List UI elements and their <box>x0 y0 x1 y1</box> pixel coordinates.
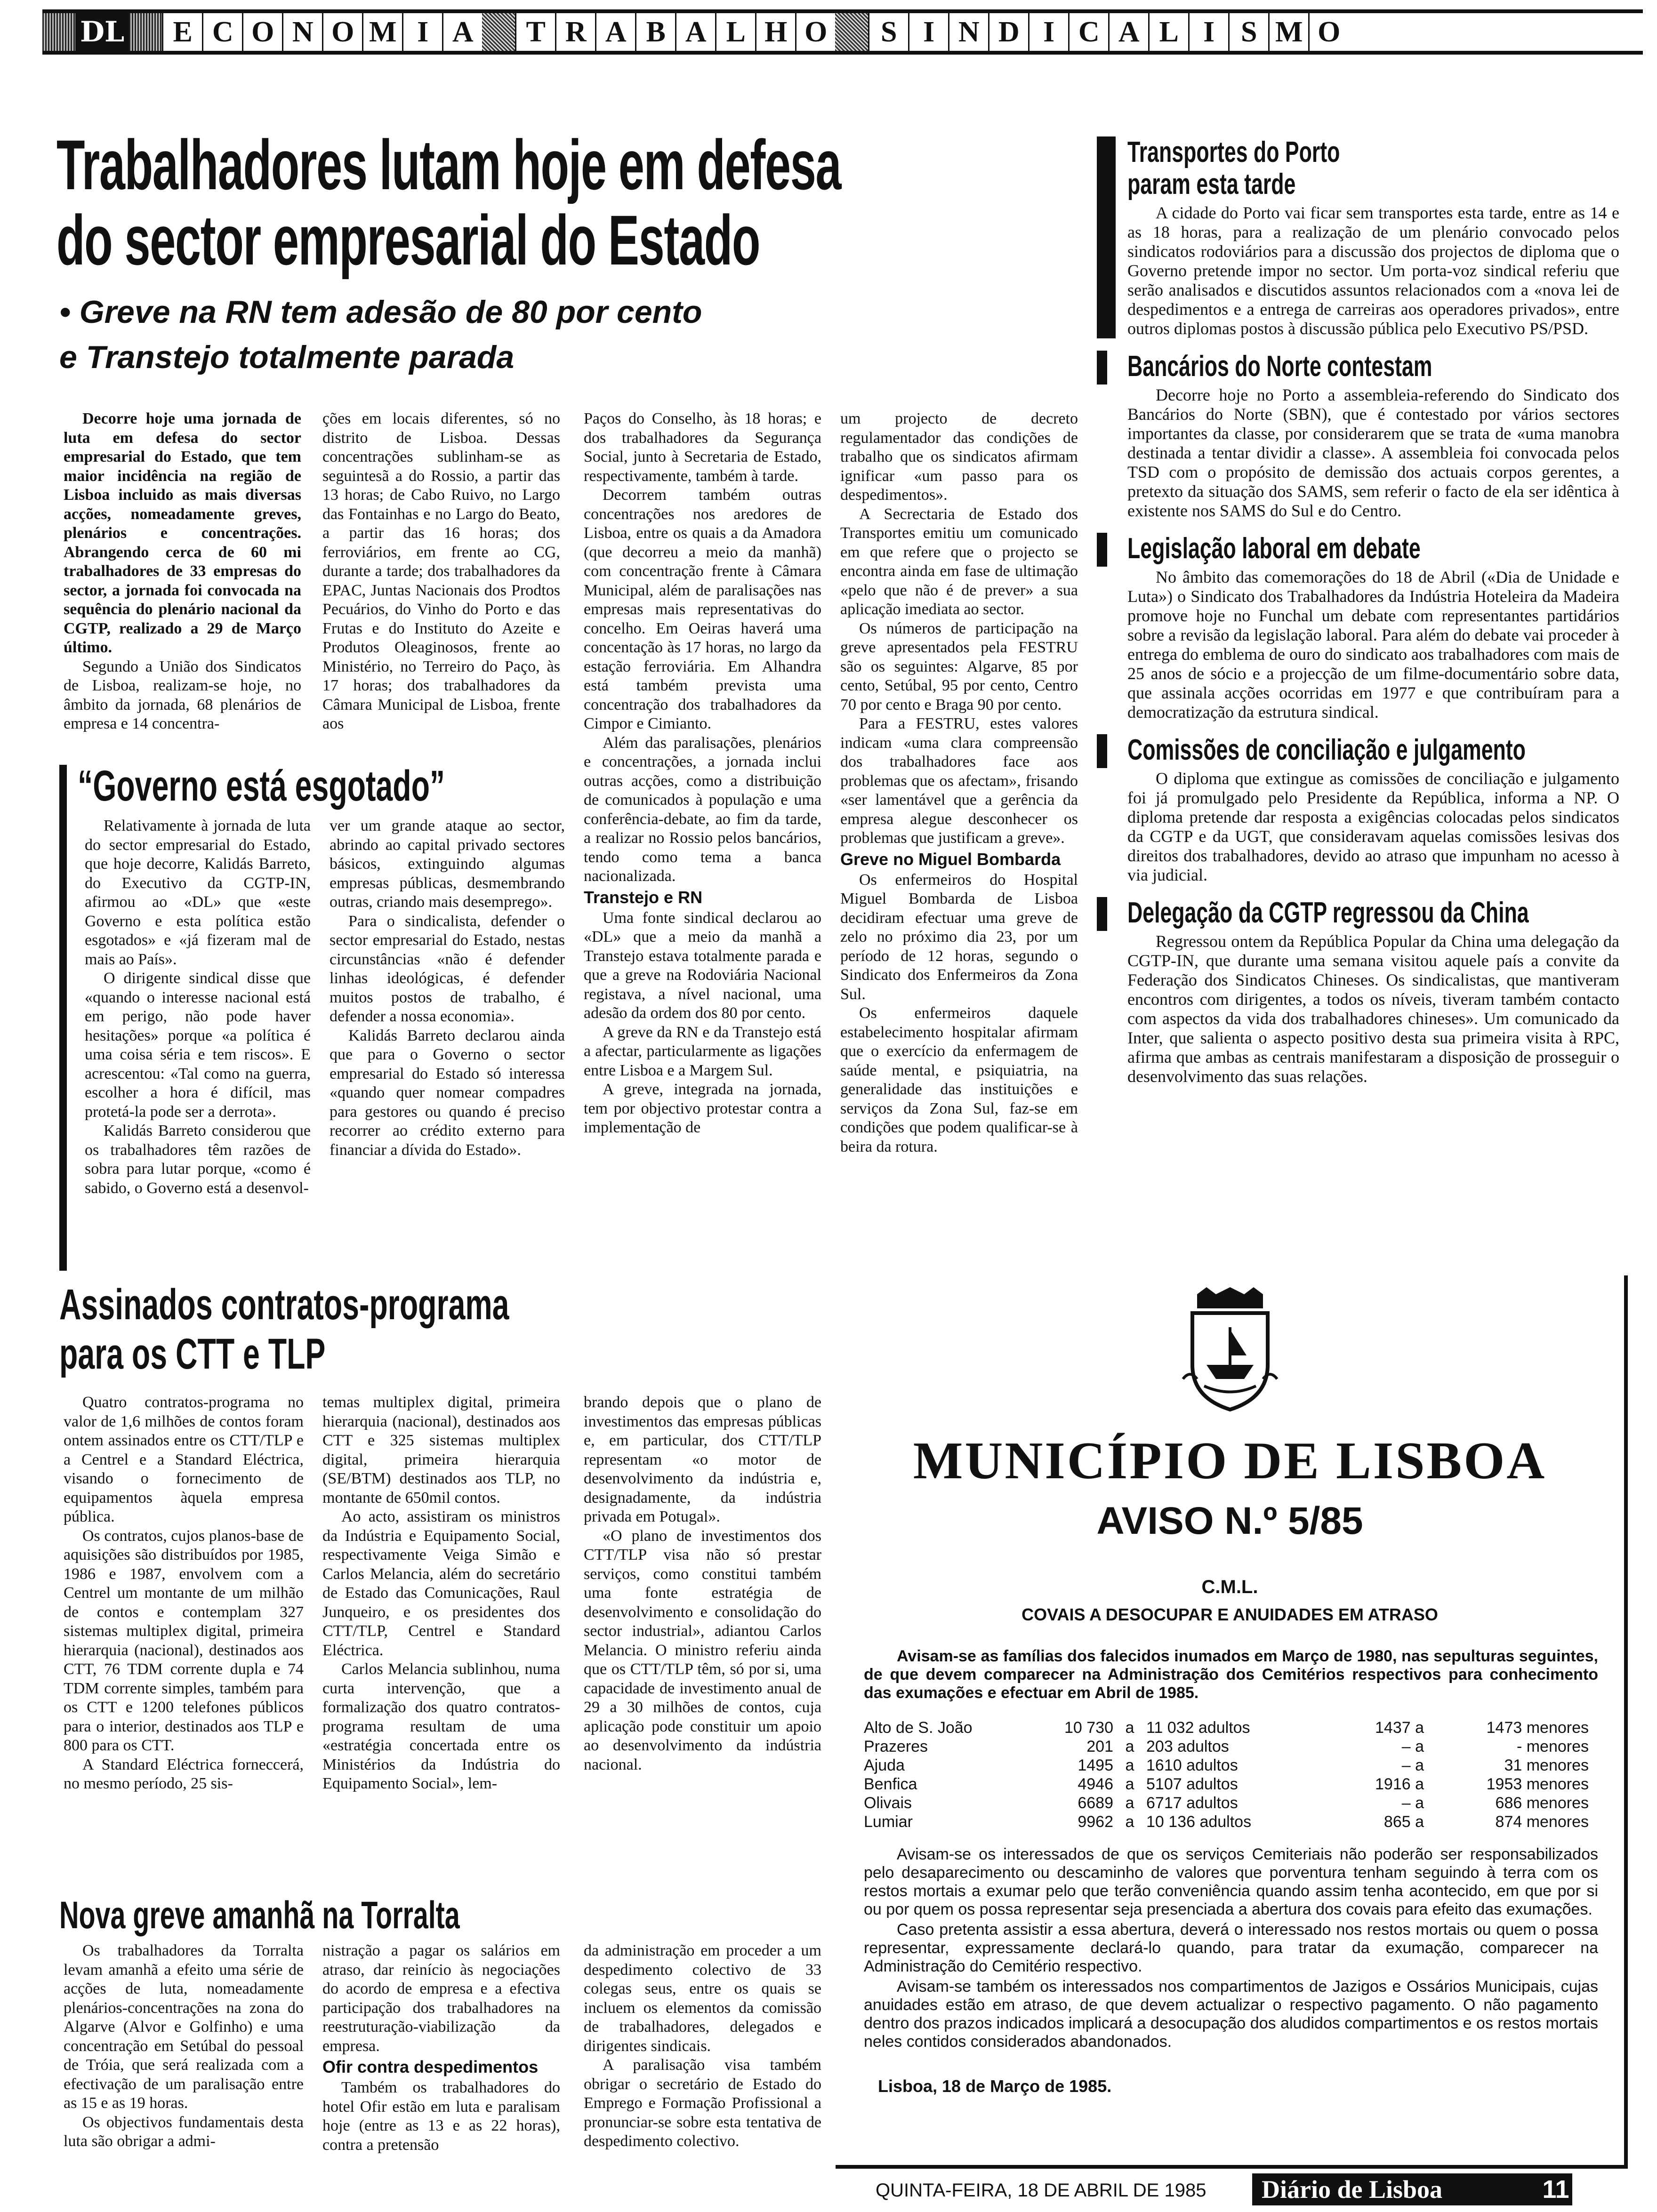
notice-date: Lisboa, 18 de Março de 1985. <box>878 2076 1112 2096</box>
table-cell: 10 136 adultos <box>1146 1813 1252 1831</box>
contratos-column-1 <box>64 1393 304 1887</box>
section-letter: A <box>595 13 635 51</box>
table-cell: a <box>1125 1738 1134 1755</box>
contratos-headline <box>59 1280 509 1379</box>
headline-line-1: Trabalhadores lutam hoje em defesa <box>56 125 841 204</box>
paragraph: ções em locais diferentes, só no distrito de Lisboa. Dessas concentrações sublinham-se as seguintesã a do Rossio, a partir das 13 horas; de Cabo Ruivo, no Largo das Fontainhas e no Largo do Beato, a partir das 16 horas; dos ferroviários, em frente ao CG, durante a tarde; dos trabalhadores da EPAC, Juntas Nacionais dos Prodtos Pecuários, do Vinho do Porto e das Frutas e do Instituto do Azeite e Produtos Oleaginosos, frente ao Ministério, no Terreiro do Paço, às 17 horas; dos trabalhadores da Câmara Municipal de Lisboa, frente aos <box>322 410 560 732</box>
section-words <box>162 13 1643 51</box>
table-cell: 6717 adultos <box>1146 1794 1238 1812</box>
notice-subject: COVAIS A DESOCUPAR E ANUIDADES EM ATRASO <box>1022 1605 1438 1624</box>
section-letter: O <box>795 13 835 51</box>
section-letter: I <box>1188 13 1228 51</box>
box-bar <box>59 765 67 1271</box>
governo-heading: “Governo está esgotado” <box>78 762 445 810</box>
section-letter: A <box>675 13 715 51</box>
governo-column-1 <box>85 817 311 1271</box>
paragraph: A greve da RN e da Transtejo está a afectar, particularmente as ligações entre Lisboa e a Margem Sul. <box>584 1023 821 1079</box>
paragraph: Paços do Conselho, às 18 horas; e dos trabalhadores da Segurança Social, junto à Secretaria de Estado, respectivamente, também à tarde. <box>584 410 821 485</box>
paragraph: Os trabalhadores da Torralta levam amanhã a efeito uma série de acções de luta, nomeadamente plenários-concentrações na zona do Algarve (Alvor e Golfinho) e uma concentração em Setúbal do pessoal de Tróia, que será realizada com a efectivação de um paralisação entre as 15 e as 19 horas. <box>64 1942 304 2112</box>
section-letter: C <box>202 13 242 51</box>
subhead-line-1: • Greve na RN tem adesão de 80 por cento <box>59 294 702 330</box>
governo-column-2 <box>330 817 565 1271</box>
table-cell: 5107 adultos <box>1146 1775 1238 1793</box>
sidebar-bar <box>1097 351 1107 385</box>
issue-date: QUINTA-FEIRA, 18 DE ABRIL DE 1985 <box>876 2180 1207 2201</box>
table-row <box>864 1812 1589 1831</box>
torralta-column-3 <box>584 1941 821 2167</box>
brief-delegacao <box>1097 897 1619 1086</box>
sidebar-bar <box>1097 533 1107 567</box>
table-cell: 686 menores <box>1495 1794 1589 1812</box>
table-cell: Benfica <box>864 1775 917 1793</box>
paragraph: nistração a pagar os salários em atraso, dar reinício às negociações do acordo de empresa e a efectiva participação dos trabalhadores na reestruturação-viabilização da empresa. <box>322 1942 560 2055</box>
section-letter: S <box>868 13 908 51</box>
brief-text: No âmbito das comemorações do 18 de Abril («Dia de Unidade e Luta») o Sindicato dos Trabalhadores da Indústria Hoteleira da Madeira promove hoje no Funchal um debate com representantes partidários sobre a revisão da legislação laboral. Para além do debate vai proceder à entrega do emblema de ouro do sindicato aos trabalhadores com mais de 25 anos de sócio e a projecção de um filme-documentário sobre data, que assinala acções ocorridas em 1977 e que contribuíram para a democratização da estrutura sindical. <box>1127 568 1619 721</box>
lead-column-4 <box>840 409 1078 1271</box>
section-letter: N <box>948 13 988 51</box>
notice-number: AVISO N.º 5/85 <box>1096 1499 1363 1542</box>
brief-text: O diploma que extingue as comissões de conciliação e julgamento foi já promulgado pelo Presidente da República, informa a NP. O diploma pretende dar resposta a exigências colocadas pelos sindicatos da CGTP e da UGT, que consideravam aquelas comissões lesivas dos direitos dos trabalhadores, devido ao atraso que impunham no acesso à via judicial. <box>1127 769 1619 884</box>
section-letter: R <box>555 13 595 51</box>
brief-porto <box>1097 136 1619 338</box>
lead-column-1 <box>64 409 301 760</box>
table-cell: 201 <box>1086 1738 1113 1755</box>
table-cell: 6689 <box>1078 1794 1113 1812</box>
table-cell: a <box>1125 1794 1134 1812</box>
table-cell: – a <box>1401 1738 1424 1755</box>
section-letter: I <box>402 13 442 51</box>
paragraph: Os números de participação na greve apresentados pela FESTRU são os seguintes: Algarve, 85 por cento, Setúbal, 95 por cento, Centro 70 por cento e Braga 90 por cento. <box>840 619 1078 713</box>
section-letter: O <box>322 13 362 51</box>
newspaper-logo: DL <box>75 13 129 51</box>
brief-heading: param esta tarde <box>1127 168 1296 200</box>
table-cell: Lumiar <box>864 1813 913 1831</box>
table-row <box>864 1718 1589 1737</box>
paragraph: Segundo a União dos Sindicatos de Lisboa, realizam-se hoje, no âmbito da jornada, 68 plenários de empresa e 14 concentra- <box>64 657 301 732</box>
paragraph: ver um grande ataque ao sector, abrindo ao capital privado sectores básicos, extinguindo algumas empresas públicas, desmembrando outras, criando mais desemprego». <box>330 817 565 911</box>
band-separator <box>482 13 515 51</box>
table-cell: 1495 <box>1078 1756 1113 1774</box>
brief-text: A cidade do Porto vai ficar sem transportes esta tarde, entre as 14 e as 18 horas, para a realização de um plenário convocado pelos sindicatos rodoviários para a discussão dos projectos de diploma que o Governo pretende impor no sector. Um porta-voz sindical referiu que serão analisados e discutidos assuntos relacionados com a «nova lei de despedimentos e a entrega de carreiras aos operadores privados», entre outros diplomas postos à discussão pública pelo Executivo PS/PSD. <box>1127 203 1619 338</box>
table-cell: 31 menores <box>1504 1756 1589 1774</box>
band-separator <box>835 13 868 51</box>
paragraph: Decorrem também outras concentrações nos aredores de Lisboa, entre os quais a da Amadora (que decorreu a meio da manhã) com concentração frente à Câmara Municipal, além de paralisações nas empresas mais representativas do concelho. Em Oeiras haverá uma concentação às 17 horas, no largo da estação ferroviária. Em Alhandra está também prevista uma concentração dos trabalhadores da Cimpor e Cimianto. <box>584 486 821 732</box>
brief-heading: Comissões de conciliação e julgamento <box>1127 734 1526 766</box>
paragraph: Os contratos, cujos planos-base de aquisições são distribuídos por 1985, 1986 e 1987, envolvem com a Centrel um montante de um milhão de contos e contemplam 327 sistemas multiplex digital, primeira hierarquia (nacional), destinados aos CTT, 76 TDM corrente dupla e 74 TDM corrente simples, também para os CTT e 1200 telefones públicos para o interior, destinados aos TLP e 800 para os CTT. <box>64 1527 304 1754</box>
section-letter: S <box>1228 13 1268 51</box>
table-cell: 865 a <box>1384 1813 1424 1831</box>
table-cell: 10 730 <box>1064 1719 1113 1737</box>
table-cell: – a <box>1401 1794 1424 1812</box>
table-cell: 4946 <box>1078 1775 1113 1793</box>
table-row <box>864 1756 1589 1775</box>
table-row <box>864 1775 1589 1794</box>
coat-of-arms-icon <box>836 1285 1624 1419</box>
section-letter: I <box>908 13 948 51</box>
paragraph: Ao acto, assistiram os ministros da Indústria e Equipamento Social, respectivamente Veiga Simão e Carlos Melancia, além do secretário de Estado das Comunicações, Raul Junqueiro, e os presidentes dos CTT/TLP, Centrel e Standard Eléctrica. <box>322 1508 560 1659</box>
notice-org: C.M.L. <box>1201 1577 1258 1597</box>
section-letter: T <box>515 13 555 51</box>
contratos-column-2 <box>322 1393 560 1887</box>
brief-legislacao <box>1097 533 1619 722</box>
paragraph: Os objectivos fundamentais desta luta são obrigar a admi- <box>64 2113 304 2150</box>
brief-heading: Bancários do Norte contestam <box>1127 350 1432 383</box>
paragraph: A Secrectaria de Estado dos Transportes emitiu um comunicado em que refere que o projecto se encontra ainda em fase de ultimação «pelo que não é de prever» a sua aplicação imediata ao sector. <box>840 505 1078 618</box>
paragraph: Kalidás Barreto declarou ainda que para o Governo o sector empresarial do Estado só interessa «quando quer nomear compadres para gestores ou quando é preciso recorrer ao crédito externo para financiar a dívida do Estado». <box>330 1026 565 1159</box>
table-row <box>864 1737 1589 1756</box>
headline-line-2: para os CTT e TLP <box>59 1330 326 1378</box>
paragraph: Avisam-se as famílias dos falecidos inumados em Março de 1980, nas sepulturas seguintes, de que devem comparecer na Administração dos Cemitérios respectivos para conhecimento das exumações e efectuar em Abril de 1985. <box>864 1647 1598 1702</box>
headline-line-1: Assinados contratos-programa <box>59 1281 509 1329</box>
paragraph: Para o sindicalista, defender o sector empresarial do Estado, nestas circunstâncias «não é defender linhas ideológicas, é defender muitos postos de trabalho, é defender a nossa economia». <box>330 912 565 1025</box>
band-hatch <box>42 13 75 51</box>
table-cell: Alto de S. João <box>864 1719 973 1737</box>
paragraph: «O plano de investimentos dos CTT/TLP visa não só prestar serviços, como constitui também uma fonte estratégia de desenvolvimento e consolidação do sector industrial», adiantou Carlos Melancia. O ministro referiu ainda que os CTT/TLP têm, só por si, uma capacidade de investimento anual de 29 a 30 milhões de contos, cuja aplicação pode constituir um apoio ao desenvolvimento da indústria nacional. <box>584 1527 821 1773</box>
section-letter: L <box>1148 13 1188 51</box>
paragraph: Para a FESTRU, estes valores indicam «uma clara compreensão dos trabalhadores face aos problemas que os afectam», frisando «ser lamentável que a gerência da empresa alegue desconhecer os problemas que justificam a greve». <box>840 715 1078 847</box>
table-cell: – a <box>1401 1756 1424 1774</box>
notice-intro <box>864 1647 1598 1704</box>
paragraph: Avisam-se os interessados de que os serviços Cemiteriais não poderão ser responsabilizados pelo desaparecimento ou descaminho de valores que porventura tenham seguindo à terra com os restos mortais a exumar pelo que terão conveniência quando assim tenha acontecido, em que por si ou por quem os possa representar seja presenciada a abertura dos covais para efeito das exumações. <box>864 1845 1598 1918</box>
section-letter: L <box>715 13 755 51</box>
cemetery-table <box>864 1718 1589 1831</box>
lead-column-2 <box>322 409 560 760</box>
paragraph: da administração em proceder a um despedimento colectivo de 33 colegas seus, entre os quais se incluem os elementos da comissão de trabalhadores, delegados e dirigentes sindicais. <box>584 1942 821 2055</box>
section-band <box>42 9 1643 55</box>
notice-body <box>864 1845 1598 2053</box>
section-letter: O <box>1308 13 1348 51</box>
table-cell: 1610 adultos <box>1146 1756 1238 1774</box>
section-letter: A <box>1108 13 1148 51</box>
paragraph: Avisam-se também os interessados nos compartimentos de Jazigos e Ossários Municipais, cujas anuidades estão em atraso, de que devem actualizar o respectivo pagamento. O não pagamento dentro dos prazos indicados implicará a desocupação dos aludidos compartimentos e os restos mortais neles contidos considerados abandonados. <box>864 1978 1598 2051</box>
municipal-notice <box>836 1275 1628 2169</box>
paragraph: O dirigente sindical disse que «quando o interesse nacional está em perigo, não pode haver hesitações» porque «a política é uma coisa séria e tem riscos». E acrescentou: «Tal como na guerra, escolher a hora é difícil, mas protetá-la pode ser a derrota». <box>85 970 311 1121</box>
torralta-column-2 <box>322 1941 560 2167</box>
paragraph: Quatro contratos-programa no valor de 1,6 milhões de contos foram ontem assinados entre os CTT/TLP e a Centrel e a Standard Eléctrica, visando o fornecimento de equipamentos àquela empresa pública. <box>64 1394 304 1525</box>
paragraph: temas multiplex digital, primeira hierarquia (nacional), destinados aos CTT e 325 sistemas multiplex digital, primeira hierarquia (SE/BTM) destinados aos TLP, no montante de 650mil contos. <box>322 1394 560 1507</box>
news-sidebar <box>1097 136 1619 1275</box>
section-letter: D <box>988 13 1028 51</box>
paragraph: Também os trabalhadores do hotel Ofir estão em luta e paralisam hoje (entre as 13 e as 22 horas), contra a pretensão <box>322 2079 560 2154</box>
table-cell: 11 032 adultos <box>1146 1719 1250 1737</box>
paragraph: A greve, integrada na jornada, tem por objectivo protestar contra a implementação de <box>584 1081 821 1136</box>
brief-heading: Legislação laboral em debate <box>1127 532 1421 565</box>
lead-column-3 <box>584 409 821 1271</box>
sidebar-bar <box>1097 136 1116 338</box>
table-cell: a <box>1125 1756 1134 1774</box>
subhead-line-2: e Transtejo totalmente parada <box>59 339 515 375</box>
table-cell: - menores <box>1516 1738 1589 1755</box>
table-cell: Olivais <box>864 1794 912 1812</box>
paragraph: brando depois que o plano de investimentos das empresas públicas e, em particular, dos CTT/TLP representam «o motor de desenvolvimento da indústria e, designadamente, da indústria privada em Potugal». <box>584 1394 821 1525</box>
table-cell: 1473 menores <box>1486 1719 1589 1737</box>
section-letter: I <box>1028 13 1068 51</box>
table-cell: 1953 menores <box>1486 1775 1589 1793</box>
table-cell: Prazeres <box>864 1738 928 1755</box>
section-letter: O <box>242 13 282 51</box>
sidebar-bar <box>1097 734 1107 768</box>
contratos-column-3 <box>584 1393 821 1887</box>
section-letter: E <box>162 13 202 51</box>
paragraph: Decorre hoje uma jornada de luta em defesa do sector empresarial do Estado, que tem maior incidência na região de Lisboa incluido as mais diversas acções, nomeadamente greves, plenários e concentrações. Abrangendo cerca de 60 mi trabalhadores de 33 empresas do sector, a jornada foi convocada na sequência do plenário nacional da CGTP, realizado a 29 de Março último. <box>64 410 301 656</box>
notice-content <box>864 1647 1598 2096</box>
table-row <box>864 1794 1589 1812</box>
table-cell: a <box>1125 1775 1134 1793</box>
brief-bancarios <box>1097 351 1619 521</box>
torralta-headline: Nova greve amanhã na Torralta <box>59 1894 460 1937</box>
paragraph: Uma fonte sindical declarou ao «DL» que a meio da manhã a Transtejo estava totalmente parada e que a greve na Rodoviária Nacional registava, a nível nacional, uma adesão da ordem dos 80 por cento. <box>584 909 821 1022</box>
brief-text: Regressou ontem da República Popular da China uma delegação da CGTP-IN, que durante uma semana visitou aquele país a convite da Federação dos Sindicatos Chineses. Os sindicalistas, que mantiveram encontros com dirigentes, a todos os níveis, tiveram também contacto com aspectos da vida dos trabalhadores chineses». Um comunicado da Inter, que salienta o aspecto positivo desta sua primeira visita à RPC, afirma que ambas as centrais manifestaram a disposição de prosseguir o desenvolvimento das suas relações. <box>1127 932 1619 1086</box>
headline-line-2: do sector empresarial do Estado <box>56 200 760 280</box>
brief-heading: Delegação da CGTP regressou da China <box>1127 897 1529 929</box>
section-letter: A <box>442 13 482 51</box>
section-letter: N <box>282 13 322 51</box>
paragraph: A paralisação visa também obrigar o secretário de Estado do Emprego e Formação Profissional a pronunciar-se sobre esta tentativa de despedimento colectivo. <box>584 2056 821 2150</box>
paragraph: Os enfermeiros daquele estabelecimento hospitalar afirmam que o exercício da enfermagem de saúde mental, e psiquiatria, na generalidade das instituições e serviços da Zona Sul, faz-se em condições que podem qualificar-se à beira da rotura. <box>840 1004 1078 1155</box>
paragraph: Kalidás Barreto considerou que os trabalhadores têm razões de sobra para lutar porque, «como é sabido, o Governo está a desenvol- <box>85 1122 311 1197</box>
section-letter: H <box>755 13 795 51</box>
paragraph: A Standard Eléctrica forneccerá, no mesmo período, 25 sis- <box>64 1755 304 1792</box>
paragraph: Carlos Melancia sublinhou, numa curta intervenção, que a formalização dos quatro contratos-programa resultam de uma «estratégia concertada entre os Ministérios da Indústria do Equipamento Social», lem- <box>322 1660 560 1792</box>
notice-title: MUNICÍPIO DE LISBOA <box>913 1432 1547 1490</box>
subheading: Greve no Miguel Bombarda <box>840 849 1061 869</box>
page-number: 11 <box>1539 2173 1572 2205</box>
table-cell: 874 menores <box>1495 1813 1589 1831</box>
section-letter: C <box>1068 13 1108 51</box>
brief-heading: Transportes do Porto <box>1127 136 1340 168</box>
brief-comissoes <box>1097 734 1619 885</box>
section-letter: M <box>362 13 402 51</box>
section-letter: B <box>635 13 675 51</box>
table-cell: Ajuda <box>864 1756 905 1774</box>
section-letter: M <box>1268 13 1308 51</box>
table-cell: 203 adultos <box>1146 1738 1229 1755</box>
table-cell: 1437 a <box>1375 1719 1424 1737</box>
lead-headline <box>56 127 1082 278</box>
newspaper-masthead: Diário de Lisboa <box>1252 2173 1539 2205</box>
lead-subhead <box>59 289 1076 380</box>
brief-text: Decorre hoje no Porto a assembleia-referendo do Sindicato dos Bancários do Norte (SBN), que é contestado por vários sectores importantes da classe, por considerarem que se trata de «uma manobra destinada a tentar dividir a classe». A assembleia foi convocada pelos TSD com o propósito de demissão dos actuais corpos gerentes, a pretexto da situação dos SAMS, sem referir o facto de ela ser idêntica à existente nos SAMS do Sul e do Centro. <box>1127 385 1619 520</box>
table-cell: 9962 <box>1078 1813 1113 1831</box>
paragraph: Além das paralisações, plenários e concentrações, a jornada inclui outras acções, como a distribuição de comunicados à população e uma conferência-debate, ao fim da tarde, a realizar no Rossio pelos bancários, tendo como tema a banca nacionalizada. <box>584 734 821 885</box>
band-hatch <box>129 13 162 51</box>
subheading: Transtejo e RN <box>584 887 703 907</box>
table-cell: 1916 a <box>1375 1775 1424 1793</box>
torralta-column-1 <box>64 1941 304 2167</box>
subheading: Ofir contra despedimentos <box>322 2057 539 2076</box>
paragraph: Os enfermeiros do Hospital Miguel Bombarda de Lisboa decidiram efectuar uma greve de zelo no próximo dia 23, por um período de 12 horas, segundo o Sindicato dos Enfermeiros da Zona Sul. <box>840 871 1078 1003</box>
table-cell: a <box>1125 1813 1134 1831</box>
paragraph: um projecto de decreto regulamentador das condições de trabalho que os sindicatos afirmam ignificar «um passo para os despedimentos». <box>840 410 1078 504</box>
paragraph: Caso pretenta assistir a essa abertura, deverá o interessado nos restos mortais ou quem o possa representar, expressamente declará-lo quando, para tratar da exumação, comparecer na Administração do Cemitério respectivo. <box>864 1921 1598 1975</box>
table-cell: a <box>1125 1719 1134 1737</box>
sidebar-bar <box>1097 897 1107 931</box>
paragraph: Relativamente à jornada de luta do sector empresarial do Estado, que hoje decorre, Kalidás Barreto, do Executivo da CGTP-IN, afirmou ao «DL» que «este Governo e esta política estão esgotados» e «já fizeram mal de mais ao País». <box>85 817 311 968</box>
